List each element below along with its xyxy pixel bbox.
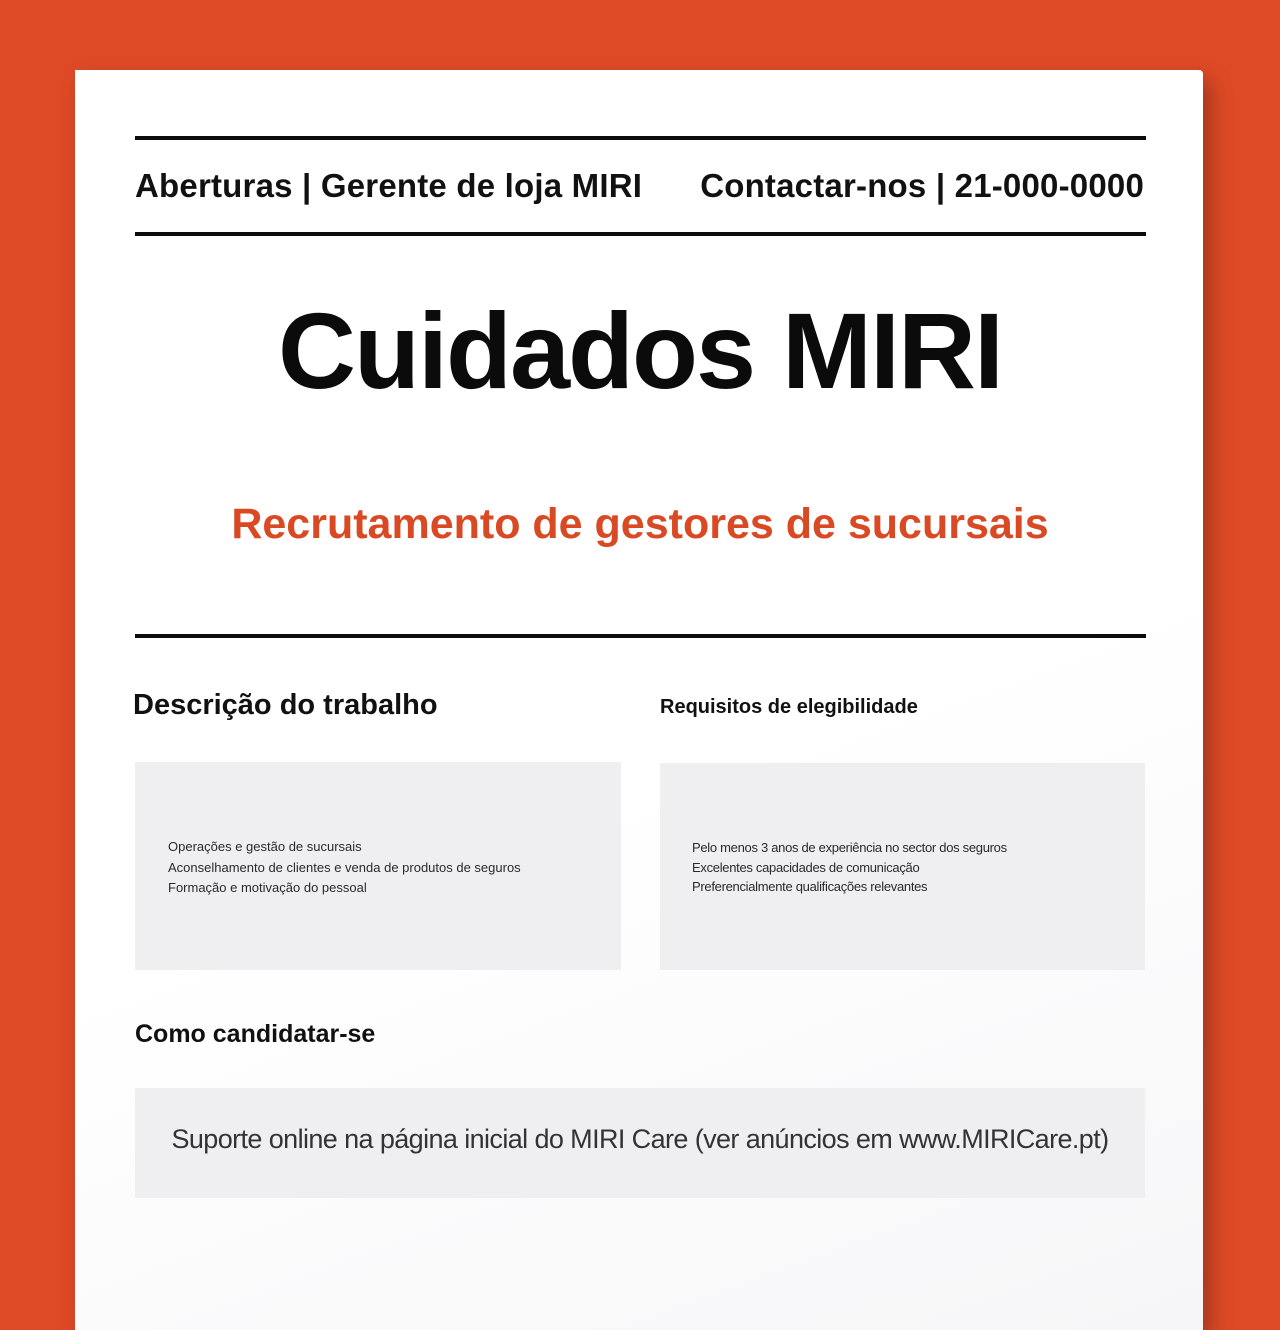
requirements-box [660,763,1145,970]
job-description-box [135,762,621,970]
header-openings: Aberturas | Gerente de loja MIRI [135,167,643,204]
list-item: Pelo menos 3 anos de experiência no sector dos seguros [692,840,1007,855]
job-description-heading: Descrição do trabalho [133,689,438,721]
apply-box [135,1088,1145,1198]
header-bottom-rule [135,232,1146,236]
list-item: Formação e motivação do pessoal [168,880,367,895]
top-rule [135,136,1146,140]
requirements-heading: Requisitos de elegibilidade [660,696,918,718]
page-subtitle: Recrutamento de gestores de sucursais [231,500,1049,548]
list-item: Excelentes capacidades de comunicação [692,859,920,875]
requirements-list [692,838,1007,897]
page-title: Cuidados MIRI [278,290,1002,411]
list-item: Aconselhamento de clientes e venda de produtos de seguros [168,859,521,875]
list-item: Operações e gestão de sucursais [168,839,362,854]
apply-text: Suporte online na página inicial do MIRI Care (ver anúncios em www.MIRICare.pt) [171,1124,1109,1154]
apply-heading: Como candidatar-se [135,1020,376,1048]
list-item: Preferencialmente qualificações relevantes [692,879,928,894]
header-contact: Contactar-nos | 21-000-0000 [700,167,1144,204]
job-description-list [168,837,521,899]
section-rule [135,634,1146,638]
